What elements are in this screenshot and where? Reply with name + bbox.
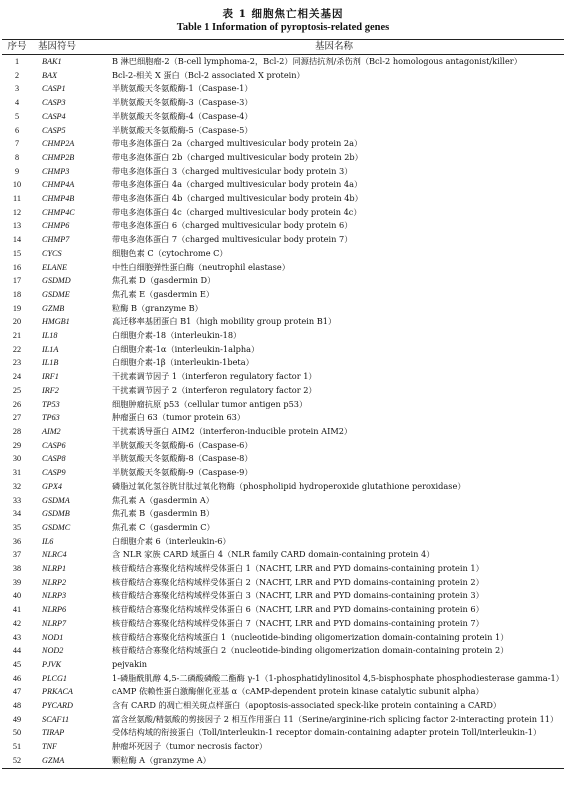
table-row [2, 754, 564, 768]
row-symbol: NOD2 [42, 646, 64, 656]
table-row [2, 411, 564, 425]
row-name: Bcl-2-相关 X 蛋白（Bcl-2 associated X protein） [112, 69, 305, 80]
row-no: 17 [12, 276, 22, 286]
header-symbol: 基因符号 [38, 41, 77, 52]
row-name: 1-磷脂酰肌醇 4,5-二磷酸磷酸二酯酶 γ-1（1-phosphatidylinositol 4,5-bisphosphate phosphodiesterase gamma-1） [112, 672, 564, 683]
row-no: 7 [14, 139, 20, 149]
row-no: 22 [12, 344, 22, 354]
table-row [2, 233, 564, 247]
row-symbol: CHMP7 [42, 235, 70, 245]
table-row [2, 165, 564, 179]
row-symbol: CASP3 [42, 98, 66, 108]
table-row [2, 315, 564, 329]
row-name: 干扰素调节因子 1（interferon regulatory factor 1） [112, 371, 317, 382]
row-symbol: NLRP6 [42, 605, 67, 615]
table-row [2, 288, 564, 302]
row-no: 52 [12, 755, 22, 765]
row-symbol: PRKACA [42, 687, 73, 697]
row-no: 36 [12, 536, 22, 546]
row-no: 31 [12, 468, 22, 478]
table-row [2, 576, 564, 590]
row-symbol: NOD1 [42, 632, 64, 642]
row-no: 40 [12, 591, 22, 601]
row-no: 9 [14, 166, 20, 176]
row-symbol: TNF [42, 742, 58, 752]
table-row [2, 658, 564, 672]
header-name: 基因名称 [314, 41, 353, 52]
row-name: 带电多泡体蛋白 3（charged multivesicular body protein 3） [112, 165, 353, 176]
row-no: 27 [12, 413, 22, 423]
row-symbol: HMGB1 [42, 317, 70, 327]
table-row [2, 151, 564, 165]
table-row [2, 439, 564, 453]
row-name: 焦孔素 E（gasdermin E） [112, 288, 215, 299]
row-name: 细胞色素 C（cytochrome C） [112, 247, 228, 258]
table-body [2, 55, 564, 768]
table-row [2, 384, 564, 398]
row-no: 26 [12, 399, 22, 409]
row-symbol: NLRP2 [42, 577, 67, 587]
table-row [2, 644, 564, 658]
row-no: 38 [12, 564, 22, 574]
row-symbol: CHMP2B [42, 152, 75, 162]
row-no: 42 [12, 618, 22, 628]
table-row [2, 603, 564, 617]
row-symbol: IL6 [42, 536, 54, 546]
row-name: 带电多泡体蛋白 6（charged multivesicular body protein 6） [112, 220, 353, 231]
table-row [2, 69, 564, 83]
row-name: 干扰素调节因子 2（interferon regulatory factor 2） [112, 384, 317, 395]
row-no: 6 [14, 125, 20, 135]
row-no: 5 [14, 111, 20, 121]
row-symbol: CHMP4C [42, 207, 75, 217]
row-symbol: TIRAP [42, 728, 65, 738]
table-row [2, 562, 564, 576]
row-name: 中性白细胞弹性蛋白酶（neutrophil elastase） [112, 261, 290, 272]
row-no: 51 [12, 742, 22, 752]
row-no: 37 [12, 550, 22, 560]
row-name: 肿瘤坏死因子（tumor necrosis factor） [112, 741, 268, 752]
row-name: 带电多泡体蛋白 4a（charged multivesicular body protein 4a） [112, 179, 363, 190]
table-row [2, 740, 564, 754]
row-symbol: CHMP4A [42, 180, 75, 190]
row-no: 28 [12, 426, 22, 436]
row-no: 23 [12, 358, 22, 368]
row-no: 16 [12, 262, 22, 272]
row-symbol: CASP4 [42, 111, 66, 121]
row-no: 41 [12, 605, 22, 615]
row-name: 肿瘤蛋白 63（tumor protein 63） [112, 412, 246, 423]
row-symbol: CHMP6 [42, 221, 70, 231]
row-no: 10 [12, 180, 22, 190]
row-no: 21 [12, 331, 22, 341]
row-no: 25 [12, 385, 22, 395]
row-no: 3 [14, 84, 20, 94]
row-name: 核苷酸结合寡聚化结构域样受体蛋白 7（NACHT, LRR and PYD domains-containing protein 7） [112, 617, 484, 628]
row-no: 35 [12, 522, 22, 532]
row-symbol: IL1B [42, 358, 59, 368]
row-symbol: GSDME [42, 289, 70, 299]
row-name: cAMP 依赖性蛋白激酶催化亚基 α（cAMP-dependent protein kinase catalytic subunit alpha） [112, 686, 484, 697]
row-symbol: GSDMD [42, 276, 71, 286]
row-symbol: SCAF11 [42, 714, 70, 724]
row-name: 半胱氨酸天冬氨酸酶-4（Caspase-4） [112, 110, 253, 121]
table-row [2, 137, 564, 151]
table-row [2, 55, 564, 69]
row-symbol: GSDMA [42, 495, 70, 505]
table-row [2, 726, 564, 740]
row-name: 核苷酸结合寡聚化结构域蛋白 1（nucleotide-binding oligomerization domain-containing protein 1） [112, 631, 509, 642]
row-no: 8 [14, 152, 20, 162]
row-symbol: NLRP7 [42, 618, 67, 628]
row-name: 焦孔素 A（gasdermin A） [112, 494, 214, 505]
row-symbol: CASP8 [42, 454, 66, 464]
row-symbol: CHMP2A [42, 139, 75, 149]
row-name: 半胱氨酸天冬氨酸酶-8（Caspase-8） [112, 453, 253, 464]
row-name: 颗粒酶 A（granzyme A） [112, 754, 211, 765]
table-row [2, 631, 564, 645]
row-no: 19 [12, 303, 22, 313]
row-no: 43 [12, 632, 22, 642]
row-name: 核苷酸结合寡聚化结构域样受体蛋白 3（NACHT, LRR and PYD domains-containing protein 3） [112, 590, 484, 601]
header-no: 序号 [7, 42, 27, 52]
row-no: 45 [12, 659, 22, 669]
row-name: 半胱氨酸天冬氨酸酶-1（Caspase-1） [112, 83, 253, 94]
row-no: 44 [12, 646, 22, 656]
row-symbol: BAK1 [42, 57, 62, 66]
row-name: 含有 CARD 的凋亡相关斑点样蛋白（apoptosis-associated speck-like protein containing a CARD） [112, 700, 502, 711]
row-symbol: GZMB [42, 303, 65, 313]
row-name: 干扰素诱导蛋白 AIM2（interferon-inducible protein AIM2） [112, 425, 353, 436]
row-no: 48 [12, 701, 22, 711]
row-name: 粒酶 B（granzyme B） [112, 302, 203, 313]
row-name: 核苷酸结合寡聚化结构域蛋白 2（nucleotide-binding oligomerization domain-containing protein 2） [112, 645, 509, 656]
row-symbol: GZMA [42, 755, 65, 765]
row-symbol: GPX4 [42, 481, 63, 491]
row-name: 焦孔素 C（gasdermin C） [112, 521, 215, 532]
row-no: 1 [14, 57, 20, 66]
row-name: 白细胞介素 6（interleukin-6） [112, 535, 231, 546]
row-symbol: GSDMB [42, 509, 70, 519]
row-symbol: CASP1 [42, 84, 66, 94]
row-symbol: CASP6 [42, 440, 66, 450]
table-row [2, 521, 564, 535]
row-symbol: PJVK [42, 659, 62, 669]
table-bottom-rule [2, 768, 564, 769]
row-name: 白细胞介素-1β（interleukin-1beta） [112, 357, 254, 368]
row-no: 30 [12, 454, 22, 464]
row-no: 4 [14, 98, 20, 108]
table-row [2, 247, 564, 261]
row-no: 20 [12, 317, 22, 327]
row-no: 49 [12, 714, 22, 724]
row-symbol: PYCARD [42, 701, 73, 711]
row-name: 半胱氨酸天冬氨酸酶-5（Caspase-5） [112, 124, 253, 135]
table-row [2, 370, 564, 384]
row-name: B 淋巴细胞瘤-2（B-cell lymphoma-2，Bcl-2）同源拮抗剂/杀伤剂（Bcl-2 homologous antagonist/killer） [112, 56, 522, 66]
row-no: 29 [12, 440, 22, 450]
table-row [2, 452, 564, 466]
row-name: 带电多泡体蛋白 4b（charged multivesicular body protein 4b） [112, 193, 363, 204]
table-row [2, 425, 564, 439]
row-symbol: GSDMC [42, 522, 71, 532]
row-name: 半胱氨酸天冬氨酸酶-6（Caspase-6） [112, 439, 253, 450]
table-row [2, 178, 564, 192]
table-row [2, 206, 564, 220]
row-name: 半胱氨酸天冬氨酸酶-9（Caspase-9） [112, 467, 253, 478]
row-no: 15 [12, 248, 22, 258]
table-row [2, 261, 564, 275]
table-row [2, 589, 564, 603]
table-row [2, 302, 564, 316]
table-row [2, 274, 564, 288]
gene-table [2, 39, 564, 769]
table-row [2, 82, 564, 96]
table-row [2, 329, 564, 343]
row-symbol: IRF2 [42, 385, 59, 395]
row-name: 带电多泡体蛋白 2b（charged multivesicular body protein 2b） [112, 151, 363, 162]
table-row [2, 124, 564, 138]
row-name: 核苷酸结合寡聚化结构域样受体蛋白 2（NACHT, LRR and PYD domains-containing protein 2） [112, 576, 484, 587]
row-name: 高迁移率基团蛋白 B1（high mobility group protein B1） [112, 316, 337, 327]
table-row [2, 219, 564, 233]
row-no: 2 [14, 70, 20, 80]
row-symbol: NLRC4 [42, 550, 67, 560]
row-name: pejvakin [112, 658, 147, 669]
table-row [2, 507, 564, 521]
table-title-en: Table 1 Information of pyroptosis-related genes [176, 22, 390, 33]
row-symbol: CHMP3 [42, 166, 70, 176]
row-name: 带电多泡体蛋白 7（charged multivesicular body protein 7） [112, 234, 353, 245]
table-row [2, 685, 564, 699]
row-name: 焦孔素 B（gasdermin B） [112, 508, 215, 519]
table-row [2, 480, 564, 494]
table-row [2, 398, 564, 412]
row-no: 12 [12, 207, 22, 217]
table-title-cn: 表 1 细胞焦亡相关基因 [222, 8, 344, 20]
row-symbol: CYCS [42, 248, 62, 258]
row-no: 24 [12, 372, 22, 382]
row-symbol: CHMP4B [42, 194, 75, 204]
row-name: 带电多泡体蛋白 4c（charged multivesicular body protein 4c） [112, 206, 362, 217]
row-symbol: TP53 [42, 399, 60, 409]
row-no: 32 [12, 481, 22, 491]
row-no: 13 [12, 221, 22, 231]
row-symbol: CASP9 [42, 468, 66, 478]
row-symbol: AIM2 [42, 426, 61, 436]
row-symbol: IL18 [42, 331, 58, 341]
row-no: 34 [12, 509, 22, 519]
table-row [2, 466, 564, 480]
row-name: 半胱氨酸天冬氨酸酶-3（Caspase-3） [112, 97, 253, 108]
row-name: 白细胞介素-1α（interleukin-1alpha） [112, 343, 260, 354]
row-no: 39 [12, 577, 22, 587]
row-no: 46 [12, 673, 22, 683]
row-no: 50 [12, 728, 22, 738]
row-name: 白细胞介素-18（interleukin-18） [112, 330, 242, 341]
table-header-row [2, 40, 564, 54]
row-symbol: CASP5 [42, 125, 66, 135]
table-row [2, 343, 564, 357]
row-no: 33 [12, 495, 22, 505]
row-name: 核苷酸结合寡聚化结构域样受体蛋白 1（NACHT, LRR and PYD domains-containing protein 1） [112, 563, 484, 574]
row-name: 含 NLR 家族 CARD 域蛋白 4（NLR family CARD domain-containing protein 4） [112, 549, 435, 560]
row-symbol: TP63 [42, 413, 60, 423]
row-name: 细胞肿瘤抗原 p53（cellular tumor antigen p53） [112, 398, 308, 409]
table-row [2, 535, 564, 549]
row-no: 47 [12, 687, 22, 697]
row-name: 带电多泡体蛋白 2a（charged multivesicular body protein 2a） [112, 138, 363, 149]
table-row [2, 617, 564, 631]
table-row [2, 672, 564, 686]
row-symbol: PLCG1 [42, 673, 68, 683]
row-symbol: BAX [42, 70, 58, 80]
table-row [2, 494, 564, 508]
table-row [2, 713, 564, 727]
row-no: 11 [13, 194, 21, 204]
row-symbol: NLRP1 [42, 564, 67, 574]
row-no: 14 [12, 235, 22, 245]
table-row [2, 548, 564, 562]
row-name: 磷脂过氧化氢谷胱甘肽过氧化物酶（phospholipid hydroperoxide glutathione peroxidase） [112, 480, 466, 491]
table-row [2, 356, 564, 370]
row-name: 受体结构域的衔接蛋白（Toll/interleukin-1 receptor domain-containing adapter protein Toll/interleukin-1） [112, 727, 542, 738]
table-row [2, 96, 564, 110]
row-no: 18 [12, 289, 22, 299]
row-symbol: NLRP3 [42, 591, 67, 601]
row-name: 焦孔素 D（gasdermin D） [112, 275, 216, 286]
row-symbol: IRF1 [42, 372, 59, 382]
row-symbol: ELANE [42, 262, 68, 272]
table-row [2, 110, 564, 124]
row-name: 富含丝氨酸/精氨酸的剪接因子 2 相互作用蛋白 11（Serine/arginine-rich splicing factor 2-interacting protein 11） [112, 713, 559, 724]
row-name: 核苷酸结合寡聚化结构域样受体蛋白 6（NACHT, LRR and PYD domains-containing protein 6） [112, 604, 484, 615]
table-row [2, 192, 564, 206]
table-row [2, 699, 564, 713]
row-symbol: IL1A [42, 344, 59, 354]
